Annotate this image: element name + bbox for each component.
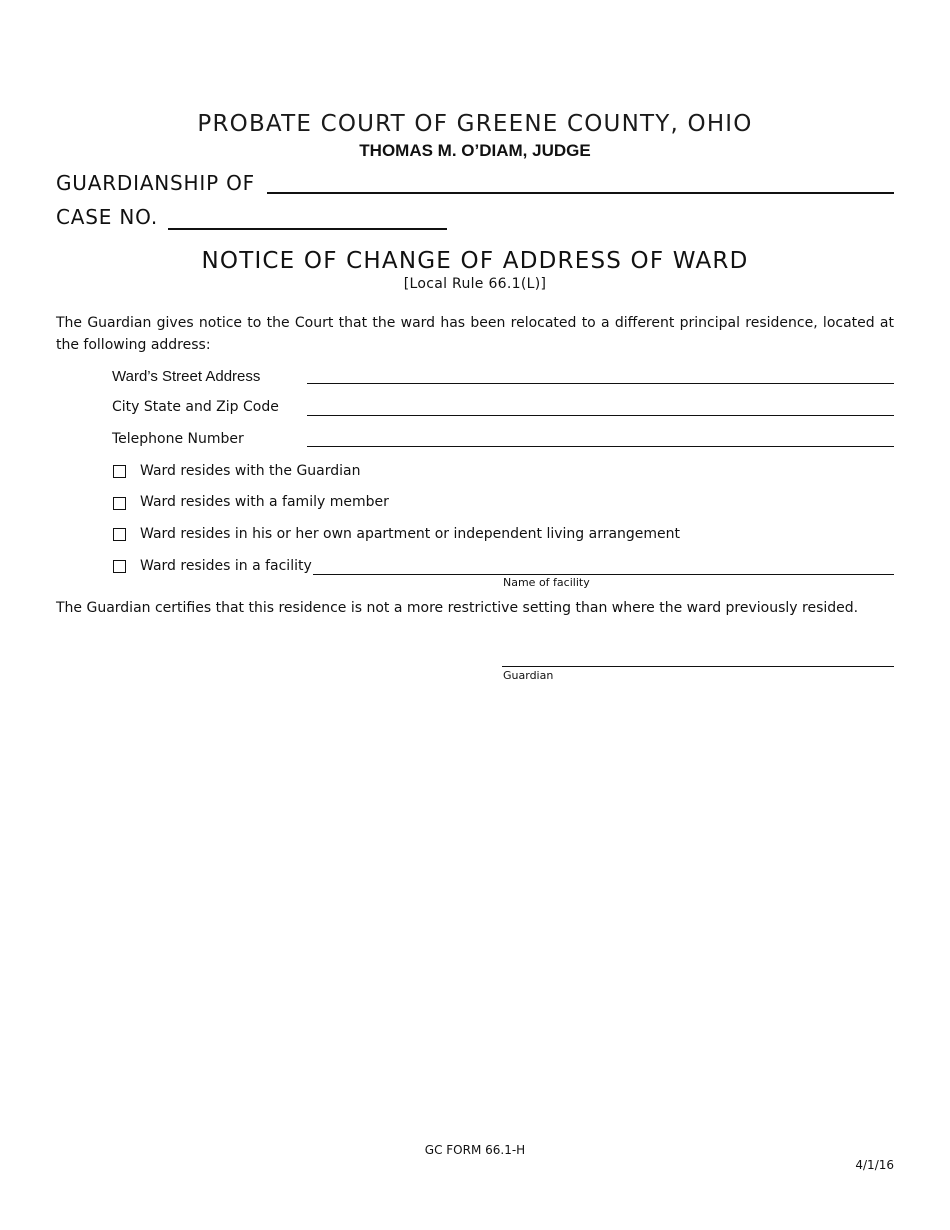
guardianship-label: GUARDIANSHIP OF [56,171,255,195]
facility-name-field[interactable] [316,557,890,574]
court-title: PROBATE COURT OF GREENE COUNTY, OHIO [197,111,753,137]
guardianship-field[interactable] [270,172,890,192]
judge-name: THOMAS M. O’DIAM, JUDGE [359,141,591,160]
local-rule: [Local Rule 66.1(L)] [403,276,547,292]
street-address-label: Ward’s Street Address [112,368,261,385]
form-id: GC FORM 66.1-H [424,1143,526,1157]
facility-name-line [313,574,894,575]
intro-paragraph: The Guardian gives notice to the Court that the ward has been relocated to a different principal residence, located at the following address: [56,315,894,353]
telephone-line [307,446,894,447]
facility-caption: Name of facility [503,576,590,589]
signature-caption: Guardian [503,669,554,682]
telephone-label: Telephone Number [112,431,244,447]
facility-label: Ward resides in a facility [140,558,312,574]
certification-paragraph: The Guardian certifies that this residence is not a more restrictive setting than where the ward previously resided. [56,600,859,616]
city-state-zip-field[interactable] [310,398,890,415]
notice-title: NOTICE OF CHANGE OF ADDRESS OF WARD [201,248,749,274]
street-address-line [307,383,894,384]
case-number-label: CASE NO. [56,205,158,229]
guardian-residence-label: Ward resides with the Guardian [140,463,361,479]
family-member-label: Ward resides with a family member [140,494,389,510]
guardianship-line [267,192,894,194]
facility-checkbox[interactable] [113,560,126,573]
case-number-field[interactable] [171,207,443,227]
city-state-zip-line [307,415,894,416]
own-apartment-label: Ward resides in his or her own apartment or independent living arrangement [140,526,681,542]
signature-field[interactable] [505,646,891,666]
revision-date: 4/1/16 [855,1158,894,1172]
own-apartment-checkbox[interactable] [113,528,126,541]
guardian-residence-checkbox[interactable] [113,465,126,478]
family-member-checkbox[interactable] [113,497,126,510]
signature-line [502,666,894,667]
city-state-zip-label: City State and Zip Code [112,399,279,415]
street-address-field[interactable] [310,366,890,383]
telephone-field[interactable] [310,429,890,446]
case-number-line [168,228,447,230]
